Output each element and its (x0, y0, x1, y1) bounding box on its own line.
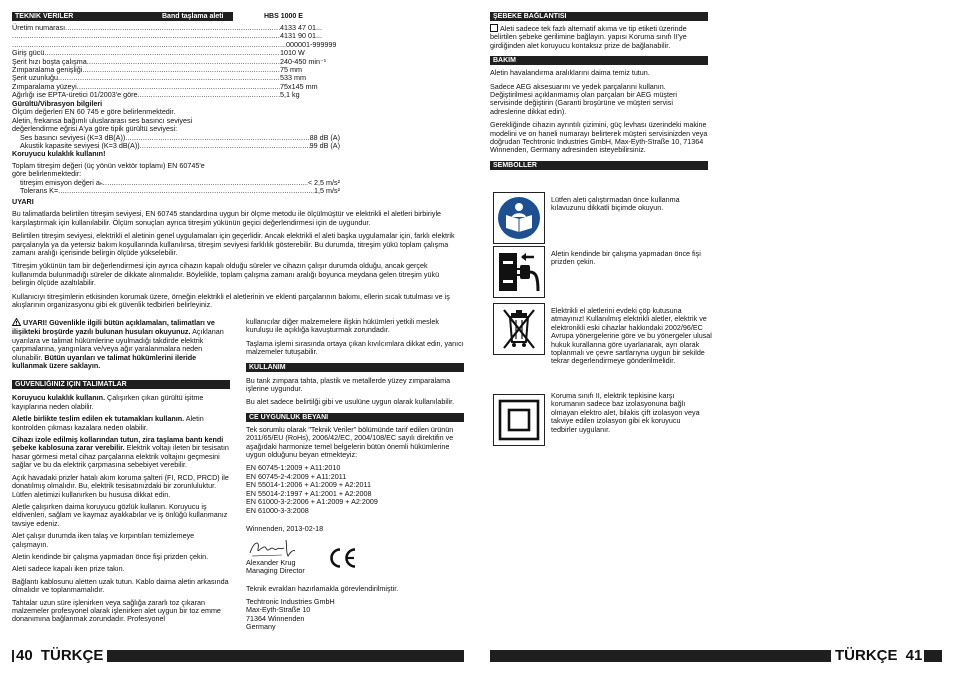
general-warning (12, 318, 230, 370)
usage-para: Bu alet sadece belirtilği gibi ve usulüne uygun olarak kullanılabilir. (246, 397, 455, 407)
signatory-name: Alexander Krug (246, 558, 296, 568)
standard-item: EN 60745-1:2009 + A11:2010 (246, 463, 341, 473)
safety-para-text: Aletin kendinde bir çalışma yapmadan önce fişi prizden çekin. (12, 551, 209, 561)
specs-model: HBS 1000 E (264, 13, 303, 20)
specs-header-bar (12, 12, 340, 21)
safety-para (12, 474, 230, 499)
signature-row (246, 533, 464, 583)
crossed-bin-icon (493, 303, 545, 355)
vib-label: Tolerans K= (20, 186, 59, 196)
col2-para: Taşlama işlemi sırasında ortaya çıkan kıvılcımlara dikkat edin, yanıcı malzemeler tutuşabilir. (246, 338, 464, 357)
safety-para (12, 532, 230, 549)
general-warning-text: Açıklanan uyarılara ve talimat hükümlerine uyulmadığı takdirde elektrik çarpmalarına, yangınlara ve/veya ağır yaralanmalara neden olunabilir. (12, 327, 224, 362)
ear-protection-note: Koruyucu kulaklık kullanın! (12, 149, 106, 159)
standard-item: EN 60745-2-4:2009 + A11:2011 (246, 471, 347, 481)
specs-header (12, 12, 233, 21)
page-number: 40 (16, 647, 33, 664)
safety-para-text: Tahtalar uzun süre işlenirken veya sağlığa zararlı toz çıkaran malzemeler profesyonel olarak işlenirken alet uygun bir toz emme donanımına bağlanmak zorundadır. Profesyonel (12, 597, 221, 624)
authorized-text: Teknik evrakları hazırlamakla görevlendirilmiştir. (246, 584, 399, 594)
company-line: Germany (246, 621, 276, 631)
noise-section (12, 100, 340, 195)
page-language: TÜRKÇE (835, 647, 898, 664)
noise-line: Ölçüm değerleri EN 60 745 e göre belirlenmektedir. (12, 107, 176, 117)
noise-value: 99 dB (A) (309, 141, 340, 151)
spec-value: ...000001-999999 (280, 39, 337, 49)
vib-line: Toplam titreşim değeri (üç yönün vektör toplamı) EN 60745'e (12, 160, 205, 170)
company-line: Techtronic Industries GmbH (246, 596, 335, 606)
spec-value: 4133 47 01... (280, 23, 322, 32)
spec-label: Zımparalama genişliği (12, 65, 83, 75)
safety-para (12, 394, 230, 411)
safety-para (12, 503, 230, 528)
vib-value-row (12, 187, 340, 195)
spec-label: Zımparalama yüzeyi (12, 81, 77, 91)
maintenance-para: Aletin havalandırma aralıklarını daima temiz tutun. (490, 68, 650, 78)
maintenance-para: Gerekliğinde cihazın ayrıntılı çizimini, güç levhası üzerindeki makine modelini ve on haneli numarayı belirterek müşteri servisinizden veya doğrudan Techtronic Industries GmbH, Max-Eyth-Straße 10, 71364 Winnenden, Germany adresinden isteyebilirsiniz. (490, 120, 708, 155)
standard-item: EN 61000-3-2:2006 + A1:2009 + A2:2009 (246, 497, 378, 507)
safety-header: GÜVENLIĞINIZ IÇIN TALIMATLAR (12, 380, 230, 389)
safety-para (12, 599, 230, 624)
specs-header-title: TEKNIK VERILER (15, 13, 74, 20)
maintenance-header: BAKIM (490, 56, 708, 65)
safety-para-bold: Cihazı izole edilmiş kollarından tutun, zira taşlama bantı kendi şebeke kablosuna zarar verebilir. (12, 435, 224, 453)
maintenance-para: Sadece AEG aksesuarını ve yedek parçalarını kullanın. Değiştirilmesi açıklanmamış olan parçaları bir AEG müşteri servisinde değiştirin (Garanti broşürüne ve müşteri servisi adreslerine dikkat edin). (490, 81, 677, 116)
safety-para (12, 415, 230, 432)
page-number-left (14, 648, 107, 664)
safety-para-bold: Koruyucu kulaklık kullanın. (12, 393, 106, 403)
read-manual-icon (493, 192, 545, 244)
spec-value: 5,1 kg (280, 90, 300, 100)
warning-para: Belirtilen titreşim seviyesi, elektrikli el aletinin genel uygulamaları için geçerlidir. Ancak elektrikli el aleti başka uygulamalar için, farklı elektrik parçalarıyla ya da yetersiz bakım koşullarında kullanılırsa, titreşim seviyesi farklılık gösterebilir. Bu durumda, titreşim yükü toplam çalışma zamanı aralığı içerisinde belirgin ölçüde yükselebilir. (12, 231, 455, 258)
usage-header: KULLANIM (246, 363, 464, 372)
safety-paragraphs (12, 394, 230, 623)
usage-para: Bu tank zımpara tahta, plastik ve metallerde yüzey zımparalama işlerine uygundur. (246, 375, 451, 394)
safety-para (12, 578, 230, 595)
double-insulation-icon (493, 394, 545, 446)
safety-para-text: Aletin kontrolden çıkması kazalara neden olabilir. (12, 414, 204, 432)
spec-label: Ağırlığı ise EPTA-üretici 01/2003'e göre (12, 90, 138, 100)
vibration-warning (12, 198, 464, 309)
noise-line: Aletin, frekansa bağımlı uluslararası ses basıncı seviyesi (12, 115, 193, 125)
safety-para-text: Açık havadaki prizler hatalı akım koruma şalteri (FI, RCD, PRCD) ile donatılmış olmalıdır. Bu, elektrik tesisatınızdaki bir zorunluluktur. Lütfen aletimizi kullanırken bu hususa dikkat edin. (12, 472, 229, 499)
warning-title: UYARI (12, 197, 34, 206)
ce-mark (328, 547, 358, 569)
vib-label: titreşim emisyon değeri aₕ (20, 177, 103, 187)
safety-para (12, 565, 230, 573)
standard-item: EN 55014-2:1997 + A1:2001 + A2:2008 (246, 488, 372, 498)
spec-label: Giriş gücü (12, 48, 45, 58)
safety-para-text: Çalışırken çıkan gürültü işitme kayıplarına neden olabilir. (12, 393, 204, 411)
spec-label: Şerit hızı boşta çalışma (12, 56, 87, 66)
vib-value-row (12, 179, 340, 187)
mains-text: Aleti sadece tek fazlı alternatif akıma ve tip etiketi üzerinde belirtilen şebeke gerilimine bağlayın. yapısı Koruma sınıfı II'ye girdiğinden alet koruyucu kontaksız prize de bağlanabilir. (490, 24, 687, 50)
signatory-title: Managing Director (246, 566, 305, 576)
spec-value: 75x145 mm (280, 81, 318, 91)
warning-para: Bu talimatlarda belirtilen titreşim seviyesi, EN 60745 standardına uygun bir ölçme metodu ile ölçülmüştür ve elektrikli el aletleri birbiriyle karşılaştırmak için kullanılabilir. Ölçüm sonuçları ayrıca titreşim yükünün geçici değerlendirmesi için de uygundur. (12, 209, 442, 227)
spec-label: Şerit uzunluğu (12, 73, 58, 83)
left-column-lower (12, 318, 230, 628)
safety-para-text: Aleti sadece kapalı iken prize takın. (12, 564, 125, 574)
col2-para: kullanıcılar diğer malzemelere ilişkin hükümleri yetkili meslek kuruluşu ile açıklığa kavuşturmak zorundadır. (246, 317, 439, 335)
spec-value: 240-450 min⁻¹ (280, 56, 327, 66)
unplug-icon (493, 246, 545, 298)
place-date: Winnenden, 2013-02-18 (246, 523, 324, 533)
spec-value: 75 mm (280, 65, 302, 75)
page-number-right (831, 648, 924, 664)
spec-value: 533 mm (280, 73, 306, 83)
ce-header: CE UYGUNLUK BEYANI (246, 413, 464, 422)
safety-para-text: Elektrik voltajı ileten bir tesisatın hasar görmesi metal cihaz parçalarına elektrik voltajını geçmesini sağlar ve bu da elektrik çarpmasına sebebiyet verebilir. (12, 443, 229, 470)
noise-label: Akustik kapasite seviyesi (K=3 dB(A)) (20, 141, 140, 151)
vib-value: 1,5 m/s² (314, 186, 340, 196)
standard-item: EN 61000-3-3:2008 (246, 505, 309, 515)
signature-image (248, 537, 300, 559)
specs-header-product: Band taşlama aleti (162, 13, 224, 20)
safety-para-text: Bağlantı kablosunu aletten uzak tutun. Kablo daima aletin arkasında olmalıdır ve toplanmamalıdır. (12, 576, 229, 595)
spec-value: 4131 90 01... (280, 31, 322, 41)
symbol-text: Koruma sınıfı II, elektrik tepkisine karşı korumanın sadece baz izolasyonuna bağlı olmayan elektro alet, bilakis çift izolasyon veya takviye edilen izolasyon gibi ek koruyucu tedbirler uygulanır. (551, 391, 700, 434)
square-bullet-icon (490, 24, 498, 32)
vib-line: göre belirlenmektedir: (12, 169, 82, 179)
noise-title: Gürültü/Vibrasyon bilgileri (12, 99, 103, 108)
standard-item: EN 55014-1:2006 + A1:2009 + A2:2011 (246, 480, 371, 490)
warning-para: Kullanıcıyı titreşimlerin etkisinden korumak üzere, örneğin elektrikli el aletlerinin ve eklenti parçalarının bakımı, ellerin sıcak tutulması ve iş akışlarının organizasyonu gibi ek güvenlik tedbirleri belirleyiniz. (12, 291, 450, 310)
symbol-text: Elektrikli el aletlerini evdeki çöp kutusuna atmayınız! Kullanılmış elektrikli aletler, elektrik ve elektronikli eski cihazlar hakkındaki 2002/96/EC Avrupa yönergelerine göre ve bu yönergeler ulusal hukuk kurallarına göre uyarlanarak, ayrı olarak toplanmalı ve çevre sartlarıyna uygun bir sekilde tekrar degerlendirmeye gönderilmelidir. (551, 306, 712, 366)
specs-list (12, 24, 340, 100)
safety-para (12, 553, 230, 561)
mains-header: ŞEBEKE BAĞLANTISI (490, 12, 708, 21)
general-warning-bold: UYARI! Güvenlikle ilgili bütün açıklamaları, talimatları ve ilişikteki broşürde yazılı bulunan husuları okuyunuz. (12, 318, 215, 337)
safety-para (12, 436, 230, 470)
right-column (490, 12, 708, 170)
safety-para-bold: Aletle birlikte teslim edilen ek tutamakları kullanın. (12, 414, 185, 424)
ce-text: Tek sorumlu olarak "Teknik Veriler" bölümünde tarif edilen ürünün 2011/65/EU (RoHs), 2006/42/EC, 2004/108/EC sayılı direktifin ve aşağıdaki harmonize temel belgelerin bütün önemli hükümlerine uygun olduğunu beyan etmekteyiz: (246, 424, 454, 460)
noise-value: 88 dB (A) (309, 132, 340, 142)
page-language: TÜRKÇE (40, 647, 104, 664)
spec-label: Üretim numarası (12, 23, 66, 32)
vib-value: < 2,5 m/s² (307, 177, 340, 187)
left-column-right (246, 318, 464, 631)
warning-para: Titreşim yükünün tam bir değerlendirmesi için ayrıca cihazın kapalı olduğu süreler ve cihazın çalışır durumda olduğu, ancak gerçek kullanımda bulunmadığı süreler de dikkate alınmalıdır. Böylelikle, toplam çalışma zamanı aralığı boyunca meydana gelen titreşim yükü belirgin ölçüde azaltılabilir. (12, 261, 440, 288)
safety-para-text: Alet çalışır durumda iken talaş ve kırpıntıları temizlemeye çalışmayın. (12, 531, 195, 549)
symbols-header: SEMBOLLER (490, 161, 708, 170)
mains-paragraph (490, 24, 708, 50)
spec-value: 1010 W (280, 48, 305, 58)
page-number: 41 (905, 647, 923, 664)
company-line: 71364 Winnenden (246, 613, 305, 623)
company-line: Max-Eyth-Straße 10 (246, 605, 311, 615)
symbol-text: Aletin kendinde bir çalışma yapmadan önce fişi prizden çekin. (551, 249, 701, 267)
symbol-text: Lütfen aleti çalıştırmadan önce kullanma kılavuzunu dikkatli biçimde okuyun. (551, 195, 680, 213)
safety-para-text: Aletle çalışırken daima koruyucu gözlük kullanın. Koruyucu iş eldivenleri, sağlam ve kaymaz ayakkabılar ve iş önlüğü kullanmanız tavsiye edeniz. (12, 501, 228, 528)
general-warning-bold2: Bütün uyarıları ve talimat hükümlerini ileride kullanmak üzere saklayın. (12, 352, 197, 371)
noise-line: değerlendirme eğrisi A'ya göre tipik gürültü seviyesi: (12, 124, 178, 134)
noise-label: Ses basıncı seviyesi (K=3 dB(A)) (20, 132, 126, 142)
